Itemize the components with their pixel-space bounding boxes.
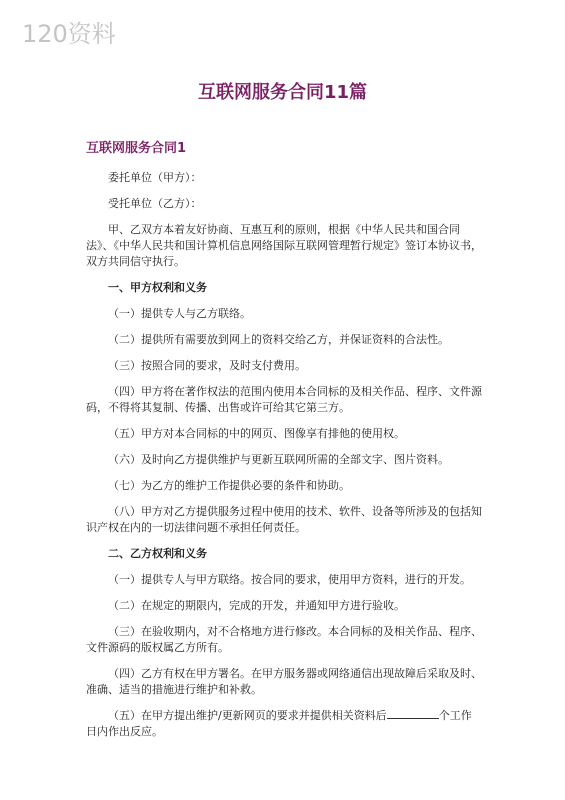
document-body xyxy=(86,170,482,750)
watermark: 120资料 xyxy=(22,20,116,48)
document-title: 互联网服务合同11篇 xyxy=(197,82,368,103)
clause-b2: （二）在规定的期限内，完成的开发，并通知甲方进行验收。 xyxy=(108,599,405,612)
clause-b5-start: （五）在甲方提出维护/更新网页的要求并提供相关资料后 xyxy=(108,709,387,722)
heading-party-b: 二、乙方权利和义务 xyxy=(108,547,207,560)
section-title: 互联网服务合同1 xyxy=(86,141,187,156)
clause-b4: （四）乙方有权在甲方署名。在甲方服务器或网络通信出现故障后采取及时、准确、适当的措施进行维护和补救。 xyxy=(86,667,482,696)
clause-b1: （一）提供专人与甲方联络。按合同的要求，使用甲方资料，进行的开发。 xyxy=(108,573,471,586)
paragraph-client: 委托单位（甲方）： xyxy=(108,171,202,184)
paragraph-contractor: 受托单位（乙方）： xyxy=(108,197,202,210)
clause-a7: （七）为乙方的维护工作提供必要的条件和协助。 xyxy=(108,479,350,492)
clause-a6: （六）及时向乙方提供维护与更新互联网所需的全部文字、图片资料。 xyxy=(108,453,449,466)
paragraph-preamble: 甲、乙双方本着友好协商、互惠互利的原则，根据《中华人民共和国合同法》、《中华人民共和国计算机信息网络国际互联网管理暂行规定》签订本协议书，双方共同信守执行。 xyxy=(86,223,482,268)
clause-a4: （四）甲方将在著作权法的范围内使用本合同标的及相关作品、程序、文件源码，不得将其复制、传播、出售或许可给其它第三方。 xyxy=(86,385,482,414)
clause-a5: （五）甲方对本合同标的中的网页、图像享有排他的使用权。 xyxy=(108,427,405,440)
clause-b5 xyxy=(86,708,482,740)
clause-a3: （三）按照合同的要求，及时支付费用。 xyxy=(108,359,306,372)
clause-a2: （二）提供所有需要放到网上的资料交给乙方，并保证资料的合法性。 xyxy=(108,333,449,346)
clause-b3: （三）在验收期内，对不合格地方进行修改。本合同标的及相关作品、程序、文件源码的版权属乙方所有。 xyxy=(86,625,482,654)
clause-a8: （八）甲方对乙方提供服务过程中使用的技术、软件、设备等所涉及的包括知识产权在内的一切法律问题不承担任何责任。 xyxy=(86,505,482,534)
fill-in-blank xyxy=(387,708,439,719)
clause-a1: （一）提供专人与乙方联络。 xyxy=(108,307,251,320)
heading-party-a: 一、甲方权利和义务 xyxy=(108,281,207,294)
clause-b5-end: 个工作日内作出反应。 xyxy=(86,709,472,738)
